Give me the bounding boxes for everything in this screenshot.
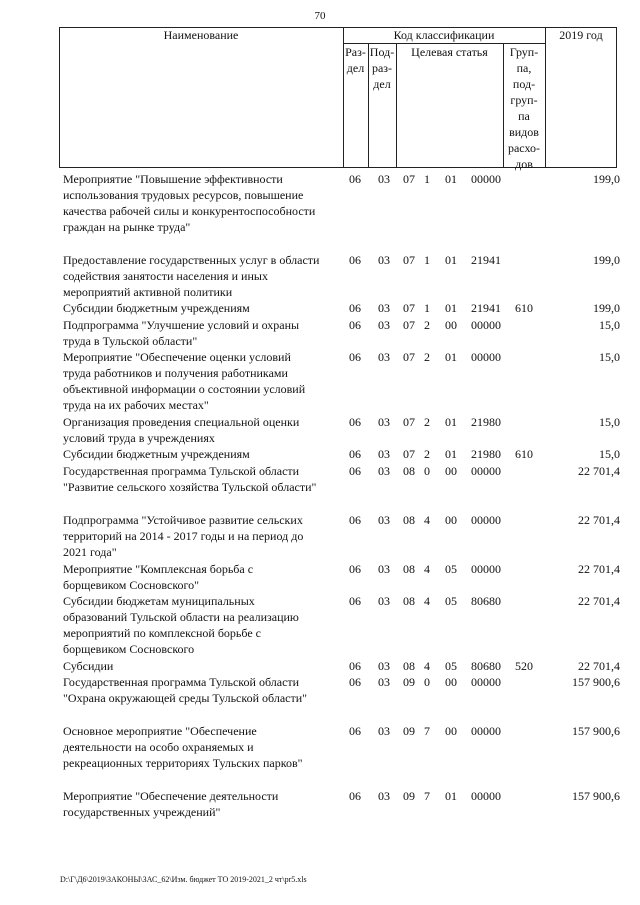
row-code-c4: 00000 — [471, 675, 501, 689]
row-code-p: 03 — [378, 724, 390, 738]
row-code-c3: 01 — [445, 350, 457, 364]
row-name: Подпрограмма "Устойчивое развитие сельских территорий на 2014 - 2017 годы и на период до 2021 года" — [63, 513, 304, 559]
row-code-c2: 4 — [424, 594, 430, 608]
row-code-r: 06 — [349, 318, 361, 332]
row-code-c4: 80680 — [471, 594, 501, 608]
row-code-c2: 2 — [424, 350, 430, 364]
row-code-c3: 00 — [445, 724, 457, 738]
row-code-g: 520 — [515, 659, 533, 673]
row-code-r: 06 — [349, 253, 361, 267]
row-code-c4: 21941 — [471, 253, 501, 267]
row-code-c1: 07 — [403, 172, 415, 186]
header-name: Наименование — [163, 28, 239, 42]
row-amount: 199,0 — [593, 253, 620, 267]
row-code-c1: 08 — [403, 659, 415, 673]
row-code-p: 03 — [378, 464, 390, 478]
row-name: Основное мероприятие "Обеспечение деятельности на особо охраняемых и рекреационных территориях Тульских парков" — [63, 724, 303, 770]
row-code-c1: 08 — [403, 513, 415, 527]
row-code-c4: 00000 — [471, 464, 501, 478]
row-code-c4: 21941 — [471, 301, 501, 315]
row-code-c4: 00000 — [471, 172, 501, 186]
row-code-c4: 80680 — [471, 659, 501, 673]
row-amount: 22 701,4 — [578, 594, 620, 608]
row-code-c3: 00 — [445, 318, 457, 332]
row-code-c2: 1 — [424, 253, 430, 267]
row-code-c4: 00000 — [471, 724, 501, 738]
row-code-r: 06 — [349, 659, 361, 673]
row-amount: 15,0 — [599, 318, 620, 332]
header-group: Груп- па, под- груп- па видов расхо- дов — [507, 45, 541, 171]
row-code-c1: 07 — [403, 350, 415, 364]
header-target: Целевая статья — [411, 45, 488, 59]
row-code-c3: 05 — [445, 562, 457, 576]
row-name: Субсидии бюджетным учреждениям — [63, 447, 250, 461]
row-code-c2: 7 — [424, 724, 430, 738]
page-number: 70 — [314, 10, 326, 22]
row-code-c4: 00000 — [471, 318, 501, 332]
row-name: Мероприятие "Обеспечение деятельности государственных учреждений" — [63, 789, 279, 819]
row-code-r: 06 — [349, 675, 361, 689]
row-code-c3: 01 — [445, 789, 457, 803]
row-code-p: 03 — [378, 301, 390, 315]
row-amount: 22 701,4 — [578, 464, 620, 478]
row-code-c2: 2 — [424, 415, 430, 429]
row-amount: 199,0 — [593, 172, 620, 186]
row-code-p: 03 — [378, 350, 390, 364]
row-code-r: 06 — [349, 464, 361, 478]
row-code-p: 03 — [378, 318, 390, 332]
row-code-c3: 00 — [445, 464, 457, 478]
row-code-c3: 01 — [445, 172, 457, 186]
row-code-c3: 01 — [445, 301, 457, 315]
row-code-g: 610 — [515, 447, 533, 461]
row-code-c1: 09 — [403, 675, 415, 689]
row-name: Субсидии — [63, 659, 114, 673]
row-code-r: 06 — [349, 562, 361, 576]
row-code-c4: 00000 — [471, 513, 501, 527]
row-code-p: 03 — [378, 172, 390, 186]
row-code-c4: 00000 — [471, 562, 501, 576]
row-code-c3: 01 — [445, 253, 457, 267]
row-code-c4: 00000 — [471, 789, 501, 803]
row-code-c1: 09 — [403, 789, 415, 803]
row-code-c2: 1 — [424, 172, 430, 186]
row-code-p: 03 — [378, 415, 390, 429]
row-amount: 15,0 — [599, 447, 620, 461]
row-name: Государственная программа Тульской области "Развитие сельского хозяйства Тульской области" — [63, 464, 317, 494]
row-amount: 199,0 — [593, 301, 620, 315]
row-code-c3: 00 — [445, 513, 457, 527]
row-code-p: 03 — [378, 447, 390, 461]
header-year: 2019 год — [559, 28, 603, 42]
row-code-c1: 08 — [403, 464, 415, 478]
row-code-c4: 21980 — [471, 415, 501, 429]
row-amount: 22 701,4 — [578, 513, 620, 527]
row-code-c3: 01 — [445, 447, 457, 461]
row-code-c3: 00 — [445, 675, 457, 689]
row-name: Субсидии бюджетным учреждениям — [63, 301, 250, 315]
row-code-p: 03 — [378, 513, 390, 527]
row-code-c3: 05 — [445, 594, 457, 608]
row-code-r: 06 — [349, 724, 361, 738]
header-code: Код классификации — [393, 28, 495, 42]
row-code-c2: 4 — [424, 659, 430, 673]
row-name: Мероприятие "Повышение эффективности использования трудовых ресурсов, повышение качества рабочей силы и конкурентоспособности граждан на рынке труда" — [63, 172, 316, 234]
header-razdel: Раз- дел — [345, 45, 366, 75]
row-code-c1: 07 — [403, 253, 415, 267]
row-code-c1: 07 — [403, 318, 415, 332]
row-amount: 157 900,6 — [572, 675, 620, 689]
row-code-c2: 7 — [424, 789, 430, 803]
row-code-c1: 07 — [403, 415, 415, 429]
row-code-c3: 05 — [445, 659, 457, 673]
row-amount: 22 701,4 — [578, 659, 620, 673]
row-amount: 157 900,6 — [572, 789, 620, 803]
row-code-c3: 01 — [445, 415, 457, 429]
row-amount: 15,0 — [599, 350, 620, 364]
row-name: Предоставление государственных услуг в области содействия занятости населения и иных мероприятий активной политики — [63, 253, 320, 299]
row-name: Мероприятие "Комплексная борьба с борщевиком Сосновского" — [63, 562, 254, 592]
row-code-c1: 08 — [403, 562, 415, 576]
row-name: Субсидии бюджетам муниципальных образований Тульской области на реализацию мероприятий по комплексной борьбе с борщевиком Сосновского — [63, 594, 299, 656]
row-code-r: 06 — [349, 513, 361, 527]
row-code-c1: 07 — [403, 447, 415, 461]
footer-file-path: D:\Г\Д6\2019\ЗАКОНЫ\ЗАС_62\Изм. бюджет ТО 2019-2021_2 чт\pr5.xls — [60, 875, 307, 884]
row-code-c4: 00000 — [471, 350, 501, 364]
row-code-p: 03 — [378, 675, 390, 689]
row-code-c2: 0 — [424, 675, 430, 689]
row-amount: 15,0 — [599, 415, 620, 429]
row-code-p: 03 — [378, 253, 390, 267]
row-code-c1: 08 — [403, 594, 415, 608]
row-name: Подпрограмма "Улучшение условий и охраны труда в Тульской области" — [63, 318, 300, 348]
row-code-c4: 21980 — [471, 447, 501, 461]
row-code-r: 06 — [349, 415, 361, 429]
row-code-r: 06 — [349, 301, 361, 315]
row-name: Организация проведения специальной оценки условий труда в учреждениях — [63, 415, 300, 445]
row-code-p: 03 — [378, 659, 390, 673]
row-code-r: 06 — [349, 447, 361, 461]
header-podrazdel: Под- раз- дел — [369, 45, 395, 91]
row-code-g: 610 — [515, 301, 533, 315]
row-code-r: 06 — [349, 172, 361, 186]
row-code-p: 03 — [378, 594, 390, 608]
row-code-c2: 0 — [424, 464, 430, 478]
row-code-c2: 4 — [424, 562, 430, 576]
row-name: Государственная программа Тульской области "Охрана окружающей среды Тульской области" — [63, 675, 308, 705]
row-code-c1: 09 — [403, 724, 415, 738]
row-amount: 157 900,6 — [572, 724, 620, 738]
row-code-r: 06 — [349, 789, 361, 803]
row-code-c1: 07 — [403, 301, 415, 315]
row-code-c2: 2 — [424, 447, 430, 461]
table-header — [59, 27, 617, 171]
row-name: Мероприятие "Обеспечение оценки условий труда работников и получения работниками объективной информации о состоянии условий труда на их рабочих местах" — [63, 350, 306, 412]
row-code-c2: 1 — [424, 301, 430, 315]
row-code-c2: 2 — [424, 318, 430, 332]
row-code-c2: 4 — [424, 513, 430, 527]
row-amount: 22 701,4 — [578, 562, 620, 576]
row-code-p: 03 — [378, 789, 390, 803]
row-code-r: 06 — [349, 350, 361, 364]
row-code-p: 03 — [378, 562, 390, 576]
row-code-r: 06 — [349, 594, 361, 608]
